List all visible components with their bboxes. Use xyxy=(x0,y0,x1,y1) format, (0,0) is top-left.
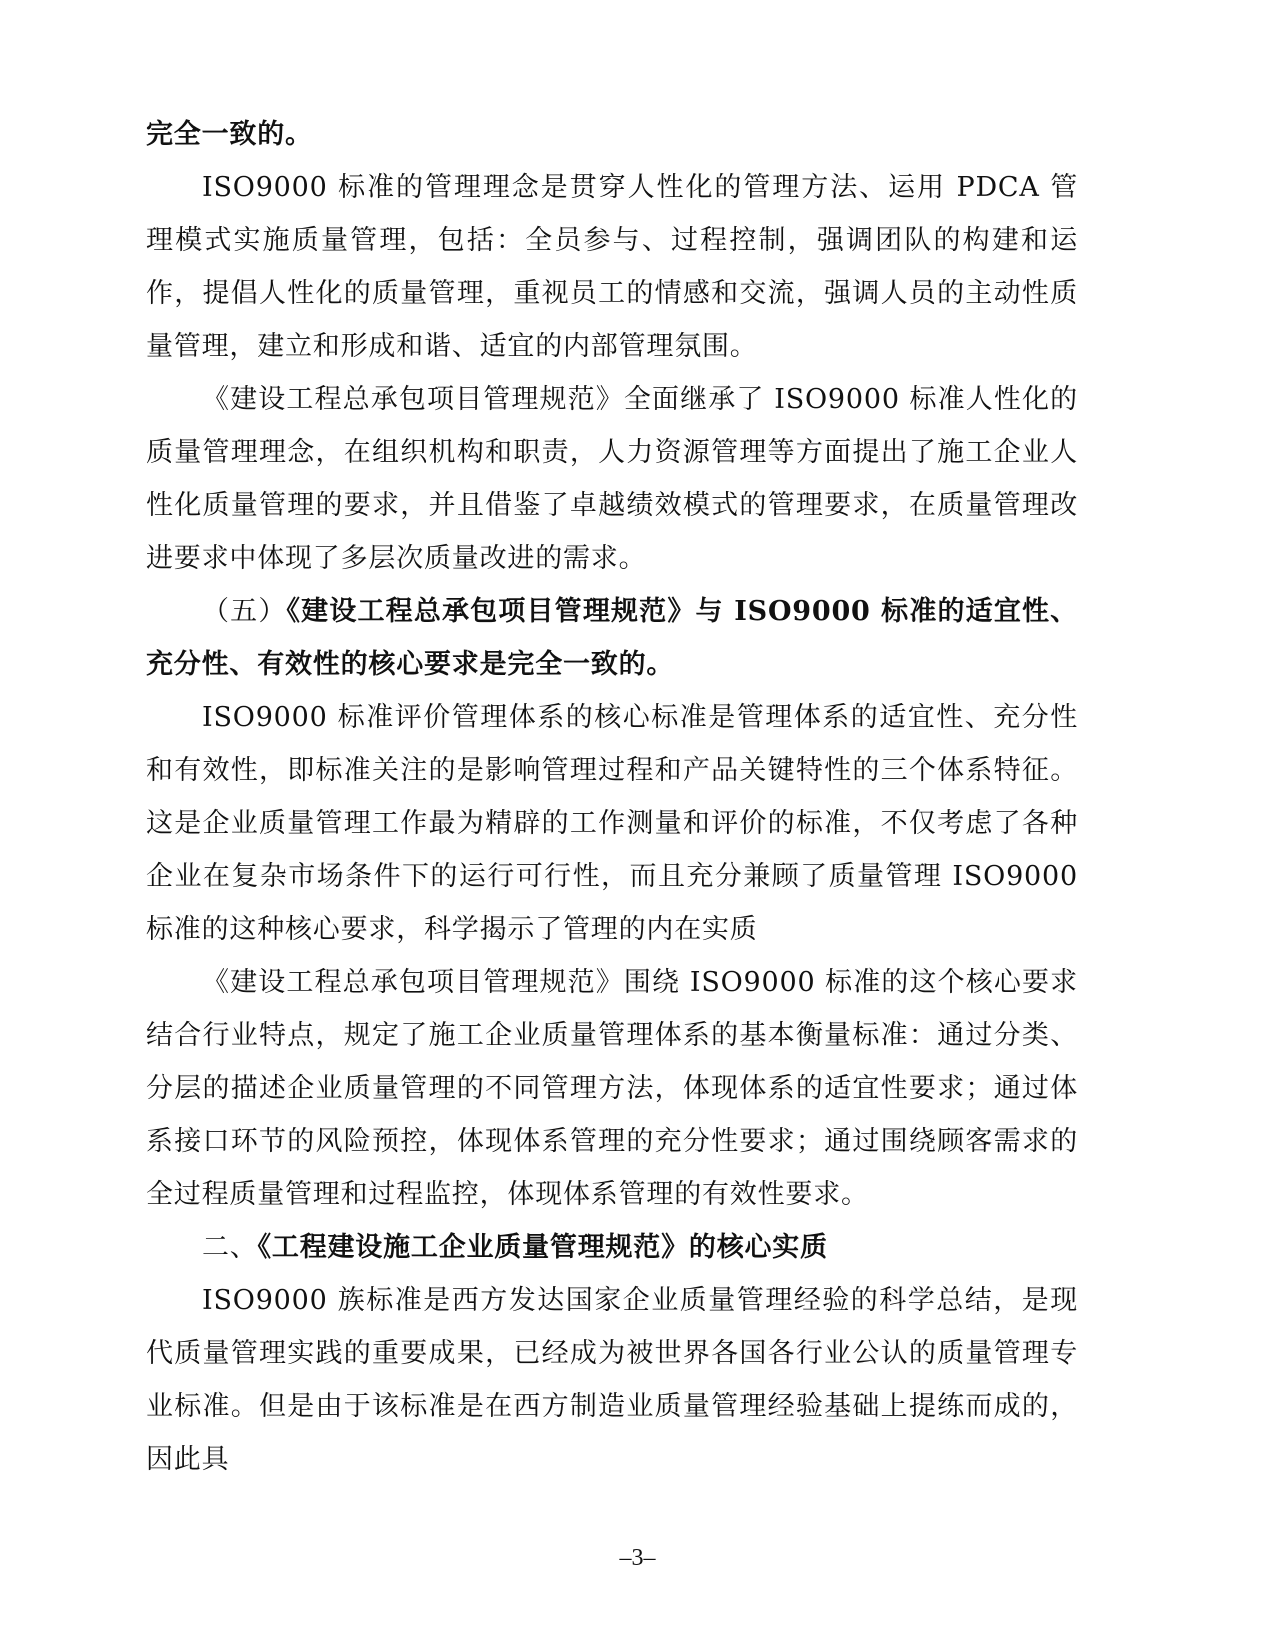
section-heading-five xyxy=(146,585,1078,691)
section-heading-five-text: 《建设工程总承包项目管理规范》与 ISO9000 标准的适宜性、充分性、有效性的核心要求是完全一致的。 xyxy=(146,596,1078,680)
paragraph-iso-family: ISO9000 族标准是西方发达国家企业质量管理经验的科学总结，是现代质量管理实践的重要成果，已经成为被世界各国各行业公认的质量管理专业标准。但是由于该标准是在西方制造业质量管理经验基础上提练而成的，因此具 xyxy=(146,1285,1078,1475)
paragraph-evaluation-standard: ISO9000 标准评价管理体系的核心标准是管理体系的适宜性、充分性和有效性，即标准关注的是影响管理过程和产品关键特性的三个体系特征。这是企业质量管理工作最为精辟的工作测量和评价的标准，不仅考虑了各种企业在复杂市场条件下的运行可行性，而且充分兼顾了质量管理 ISO9000 标准的这种核心要求，科学揭示了管理的内在实质 xyxy=(146,702,1078,945)
paragraph-continuation: 完全一致的。 xyxy=(146,119,313,150)
paragraph-core-requirements: 《建设工程总承包项目管理规范》围绕 ISO9000 标准的这个核心要求结合行业特点，规定了施工企业质量管理体系的基本衡量标准：通过分类、分层的描述企业质量管理的不同管理方法，体现体系的适宜性要求；通过体系接口环节的风险预控，体现体系管理的充分性要求；通过围绕顾客需求的全过程质量管理和过程监控，体现体系管理的有效性要求。 xyxy=(146,967,1078,1210)
section-heading-two-number: 二、 xyxy=(202,1232,258,1263)
page-number: –3– xyxy=(619,1545,656,1571)
section-heading-two-text: 《工程建设施工企业质量管理规范》的核心实质 xyxy=(257,1232,828,1263)
section-heading-five-number: （五） xyxy=(202,596,287,627)
paragraph-iso-philosophy: ISO9000 标准的管理理念是贯穿人性化的管理方法、运用 PDCA 管理模式实施质量管理，包括：全员参与、过程控制，强调团队的构建和运作，提倡人性化的质量管理，重视员工的情感和交流，强调人员的主动性质量管理，建立和形成和谐、适宜的内部管理氛围。 xyxy=(146,172,1078,362)
paragraph-spec-inheritance: 《建设工程总承包项目管理规范》全面继承了 ISO9000 标准人性化的质量管理理念，在组织机构和职责，人力资源管理等方面提出了施工企业人性化质量管理的要求，并且借鉴了卓越绩效模式的管理要求，在质量管理改进要求中体现了多层次质量改进的需求。 xyxy=(146,384,1078,574)
document-page xyxy=(146,108,1078,1486)
section-heading-two xyxy=(146,1221,1078,1274)
